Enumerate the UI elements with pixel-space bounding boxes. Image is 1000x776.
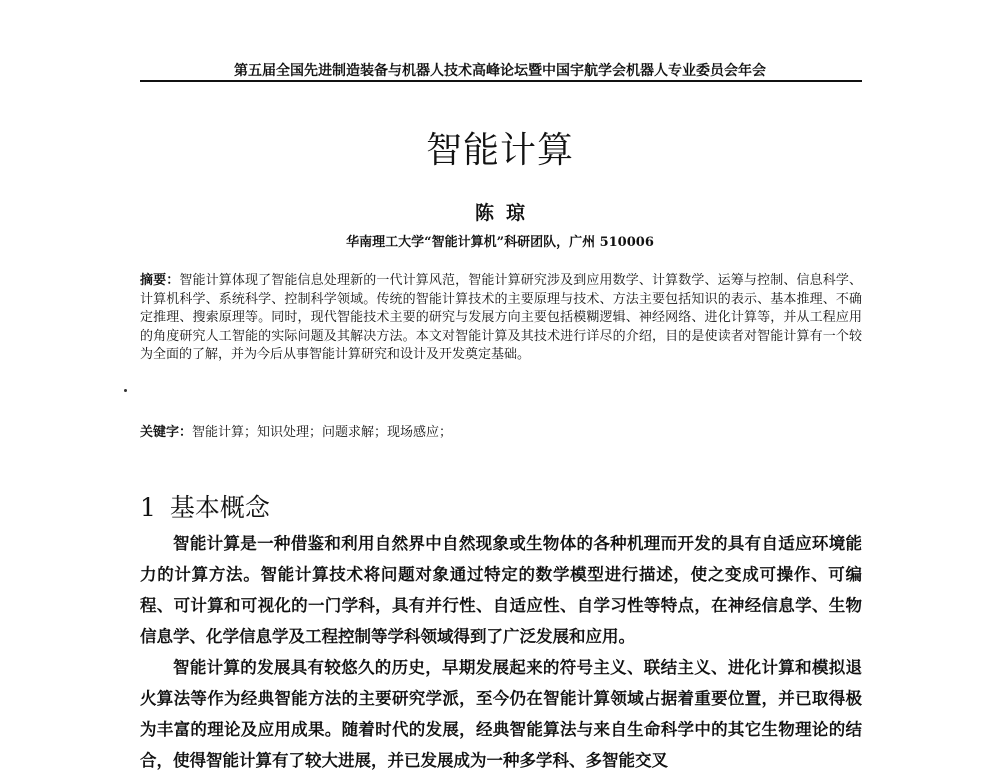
keywords-text: 智能计算；知识处理；问题求解；现场感应； [192,425,453,440]
body-paragraph: 智能计算是一种借鉴和利用自然界中自然现象或生物体的各种机理而开发的具有自适应环境能力的计算方法。智能计算技术将问题对象通过特定的数学模型进行描述，使之变成可操作、可编程、可计算和可视化的一门学科，具有并行性、自适应性、自学习性等特点，在神经信息学、生物信息学、化学信息学及工程控制等学科领域得到了广泛发展和应用。 [140,534,862,646]
section-title: 基本概念 [169,493,270,522]
keywords-label: 关键字： [140,425,193,440]
margin-dot-mark [124,389,127,392]
body-paragraph: 智能计算的发展具有较悠久的历史，早期发展起来的符号主义、联结主义、进化计算和模拟退火算法等作为经典智能方法的主要研究学派，至今仍在智能计算领域占据着重要位置，并已取得极为丰富的理论及应用成果。随着时代的发展，经典智能算法与来自生命科学中的其它生物理论的结合，使得智能计算有了较大进展，并已发展成为一种多学科、多智能交叉 [140,658,862,770]
paper-title: 智能计算 [425,130,574,171]
header-rule [140,80,862,82]
section-heading [140,488,270,524]
abstract [140,272,862,365]
keywords [140,424,862,442]
author-affiliation: 华南理工大学“智能计算机”科研团队，广州 510006 [346,235,654,250]
abstract-text: 智能计算体现了智能信息处理新的一代计算风范，智能计算研究涉及到应用数学、计算数学、运筹与控制、信息科学、计算机科学、系统科学、控制科学领域。传统的智能计算技术的主要原理与技术、方法主要包括知识的表示、基本推理、不确定推理、搜索原理等。同时，现代智能技术主要的研究与发展方向主要包括模糊逻辑、神经网络、进化计算等，并从工程应用的角度研究人工智能的实际问题及其解决方法。本文对智能计算及其技术进行详尽的介绍，目的是使读者对智能计算有一个较为全面的了解，并为今后从事智能计算研究和设计及开发奠定基础。 [140,273,862,362]
running-header: 第五届全国先进制造装备与机器人技术高峰论坛暨中国宇航学会机器人专业委员会年会 [234,63,766,79]
abstract-label: 摘要： [140,273,180,288]
author-name: 陈琼 [474,202,537,224]
section-body [140,528,862,776]
section-number: 1 [140,493,156,522]
